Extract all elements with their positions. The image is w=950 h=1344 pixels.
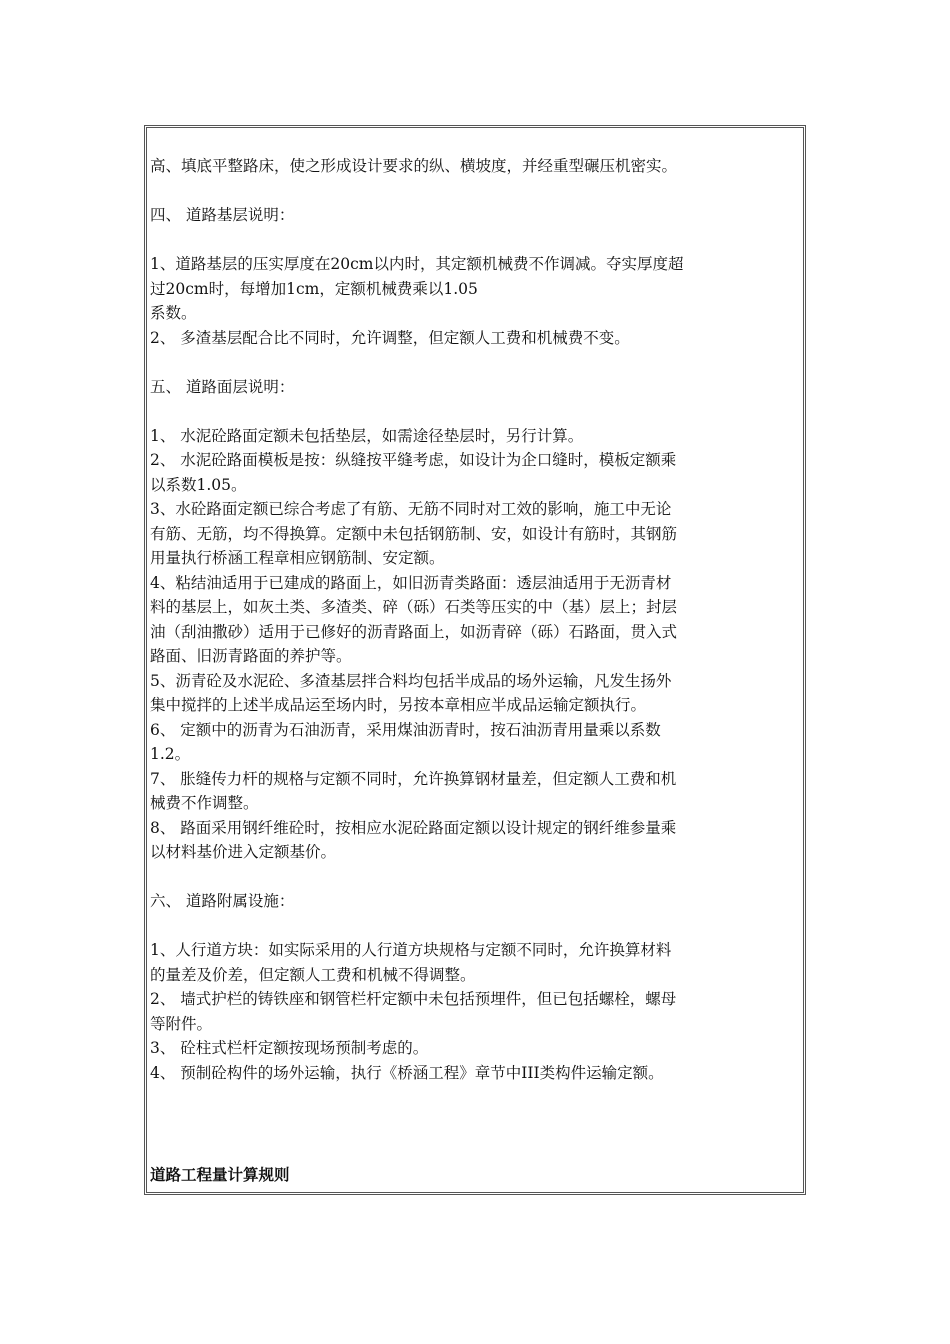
text-line: 3、 砼柱式栏杆定额按现场预制考虑的。 <box>150 1039 429 1057</box>
text-line: 的量差及价差，但定额人工费和机械不得调整。 <box>150 965 476 984</box>
document-body <box>150 154 802 1085</box>
text-line: 7、 胀缝传力杆的规格与定额不同时，允许换算钢材量差，但定额人工费和机 <box>150 769 677 788</box>
text-line: 过20cm时，每增加1cm，定额机械费乘以1.05 <box>150 279 478 298</box>
text-line: 系数。 <box>150 304 197 322</box>
text-line: 四、 道路基层说明： <box>150 206 295 224</box>
text-line: 以系数1.05。 <box>150 475 247 494</box>
text-line: 1、道路基层的压实厚度在20cm以内时，其定额机械费不作调减。夺实厚度超 <box>150 255 684 273</box>
text-line: 油（刮油撒砂）适用于已修好的沥青路面上，如沥青碎（砾）石路面，贯入式 <box>150 622 678 641</box>
text-line: 2、 多渣基层配合比不同时，允许调整，但定额人工费和机械费不变。 <box>150 328 630 347</box>
text-line: 2、 水泥砼路面模板是按：纵缝按平缝考虑，如设计为企口缝时，模板定额乘 <box>150 451 677 469</box>
text-line: 1.2。 <box>150 745 191 763</box>
blank-line <box>150 228 802 253</box>
text-line: 械费不作调整。 <box>150 794 259 812</box>
text-line: 6、 定额中的沥青为石油沥青，采用煤油沥青时，按石油沥青用量乘以系数 <box>150 720 661 739</box>
text-line: 高、填底平整路床，使之形成设计要求的纵、横坡度，并经重型碾压机密实。 <box>150 157 678 175</box>
blank-line <box>150 865 802 890</box>
text-line: 六、 道路附属设施： <box>150 892 295 910</box>
text-line: 8、 路面采用钢纤维砼时，按相应水泥砼路面定额以设计规定的钢纤维参量乘 <box>150 818 677 837</box>
text-line: 2、 墙式护栏的铸铁座和钢管栏杆定额中未包括预埋件，但已包括螺栓，螺母 <box>150 990 677 1008</box>
text-line: 有筋、无筋，均不得换算。定额中未包括钢筋制、安，如设计有筋时，其钢筋 <box>150 524 678 543</box>
blank-line <box>150 914 802 939</box>
blank-line <box>150 350 802 375</box>
blank-line <box>150 179 802 204</box>
text-line: 4、粘结油适用于已建成的路面上，如旧沥青类路面：透层油适用于无沥青材 <box>150 573 672 592</box>
text-line: 路面、旧沥青路面的养护等。 <box>150 647 352 665</box>
blank-line <box>150 399 802 424</box>
text-line: 以材料基价进入定额基价。 <box>150 843 337 861</box>
text-line: 用量执行桥涵工程章相应钢筋制、安定额。 <box>150 549 445 567</box>
document-frame <box>144 125 806 1195</box>
text-line: 1、 水泥砼路面定额未包括垫层，如需途径垫层时，另行计算。 <box>150 426 584 445</box>
text-line: 1、人行道方块：如实际采用的人行道方块规格与定额不同时，允许换算材料 <box>150 941 672 959</box>
text-line: 料的基层上，如灰土类、多渣类、碎（砾）石类等压实的中（基）层上；封层 <box>150 598 678 616</box>
text-line: 4、 预制砼构件的场外运输，执行《桥涵工程》章节中III类构件运输定额。 <box>150 1063 664 1082</box>
text-line: 5、沥青砼及水泥砼、多渣基层拌合料均包括半成品的场外运输，凡发生扬外 <box>150 671 672 690</box>
text-line: 集中搅拌的上述半成品运至场内时，另按本章相应半成品运输定额执行。 <box>150 696 647 714</box>
text-line: 等附件。 <box>150 1014 213 1033</box>
text-line: 五、 道路面层说明： <box>150 377 295 396</box>
section-heading: 道路工程量计算规则 <box>150 1166 290 1184</box>
text-line: 3、水砼路面定额已综合考虑了有筋、无筋不同时对工效的影响，施工中无论 <box>150 500 672 518</box>
